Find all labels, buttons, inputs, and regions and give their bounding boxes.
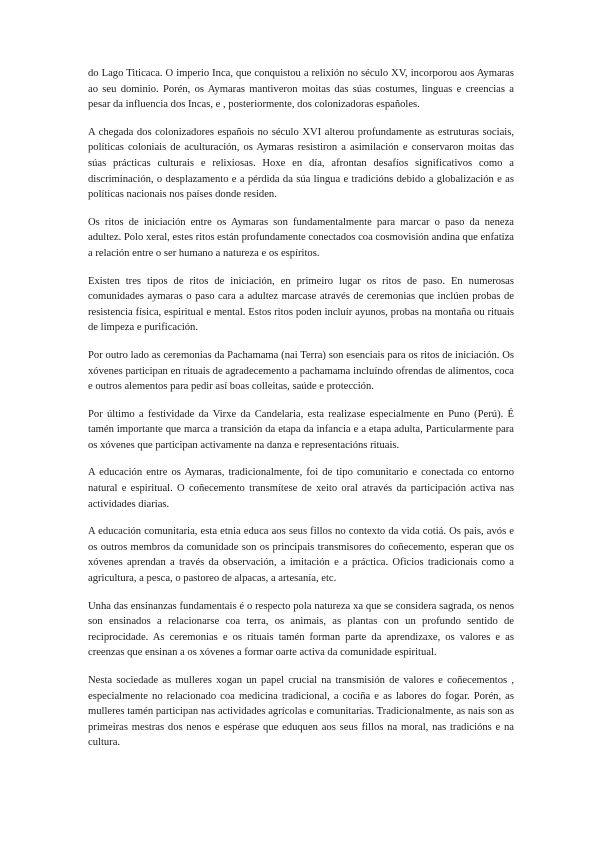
paragraph: A educación entre os Aymaras, tradicionalmente, foi de tipo comunitario e conectada co entorno natural e espiritual. O coñecemento transmítese de xeito oral através da participación activa nas actividades diarias. [88,467,514,510]
paragraph: Nesta sociedade as mulleres xogan un papel crucial na transmisión de valores e coñecementos , especialmente no relacionado coa medicina tradicional, a cociña e as labores do fogar. Porén, as mulleres tamén participan nas actividades agrícolas e comunitarias. Tradicionalmente, as nais son as primeiras mestras dos nenos e espérase que eduquen aos seus fillos na moral, nas tradicións e na cultura. [88,675,514,749]
paragraph: Unha das ensinanzas fundamentais é o respecto pola natureza xa que se considera sagrada, os nenos son ensinados a relacionarse coa terra, os animais, as plantas con un profundo sentido de reciprocidade. As ceremonias e os rituais tamén forman parte da aprendizaxe, os valores e as creenzas que ensinan a os xóvenes a formar oarte activa da comunidade espiritual. [88,600,514,659]
paragraph: Por último a festividade da Virxe da Candelaria, esta realizase especialmente en Puno (Perú). É tamén importante que marca a transición da etapa da infancia e a etapa adulta, Particularmente para os xóvenes que participan activamente na danza e representacións rituais. [88,408,514,451]
paragraph: Existen tres tipos de ritos de iniciación, en primeiro lugar os ritos de paso. En numerosas comunidades aymaras o paso cara a adultez marcase através de ceremonias que inclúen probas de resistencia física, espiritual e mental. Estos ritos poden incluír ayunos, probas na montaña ou rituais de limpeza e purificación. [88,275,514,334]
paragraph: Os ritos de iniciación entre os Aymaras son fundamentalmente para marcar o paso da neneza adultez. Polo xeral, estes ritos están profundamente conectados coa cosmovisión andina que enfatiza a relación entre o ser humano a natureza e os espíritos. [88,216,514,259]
paragraph: A chegada dos colonizadores españois no século XVI alterou profundamente as estruturas sociais, políticas coloniais de aculturación, os Aymaras resistiron a asimilación e conservaron moitas das súas prácticas culturais e relixiosas. Hoxe en día, afrontan desafíos significativos como a discriminación, o desplazamento e a pérdida da súa lingua e tradicións debido a globalización e as políticas nacionais nos países donde residen. [88,126,514,201]
paragraph: A educación comunitaria, esta etnia educa aos seus fillos no contexto da vida cotiá. Os pais, avós e os outros membros da comunidade son os principais transmisores do coñecemento, esperan que os xóvenes aprendan a través da observación, a imitación e a práctica. Oficios tradicionais como a agricultura, a pesca, o pastoreo de alpacas, a artesanía, etc. [88,526,514,585]
paragraph: Por outro lado as ceremonias da Pachamama (nai Terra) son esenciais para os ritos de iniciación. Os xóvenes participan en rituais de agradecemento a pachamama incluíndo ofrendas de alimentos, coca e outros alementos para pedir así boas colleitas, saúde e protección. [88,349,514,393]
document-page [88,66,514,763]
paragraph: do Lago Titicaca. O imperio Inca, que conquistou a relixión no século XV, incorporou aos Aymaras ao seu dominio. Porén, os Aymaras mantiveron moitas das súas costumes, linguas e creencias a pesar da influencia dos Incas, e , posteriormente, dos colonizadoras españoles. [88,68,514,111]
